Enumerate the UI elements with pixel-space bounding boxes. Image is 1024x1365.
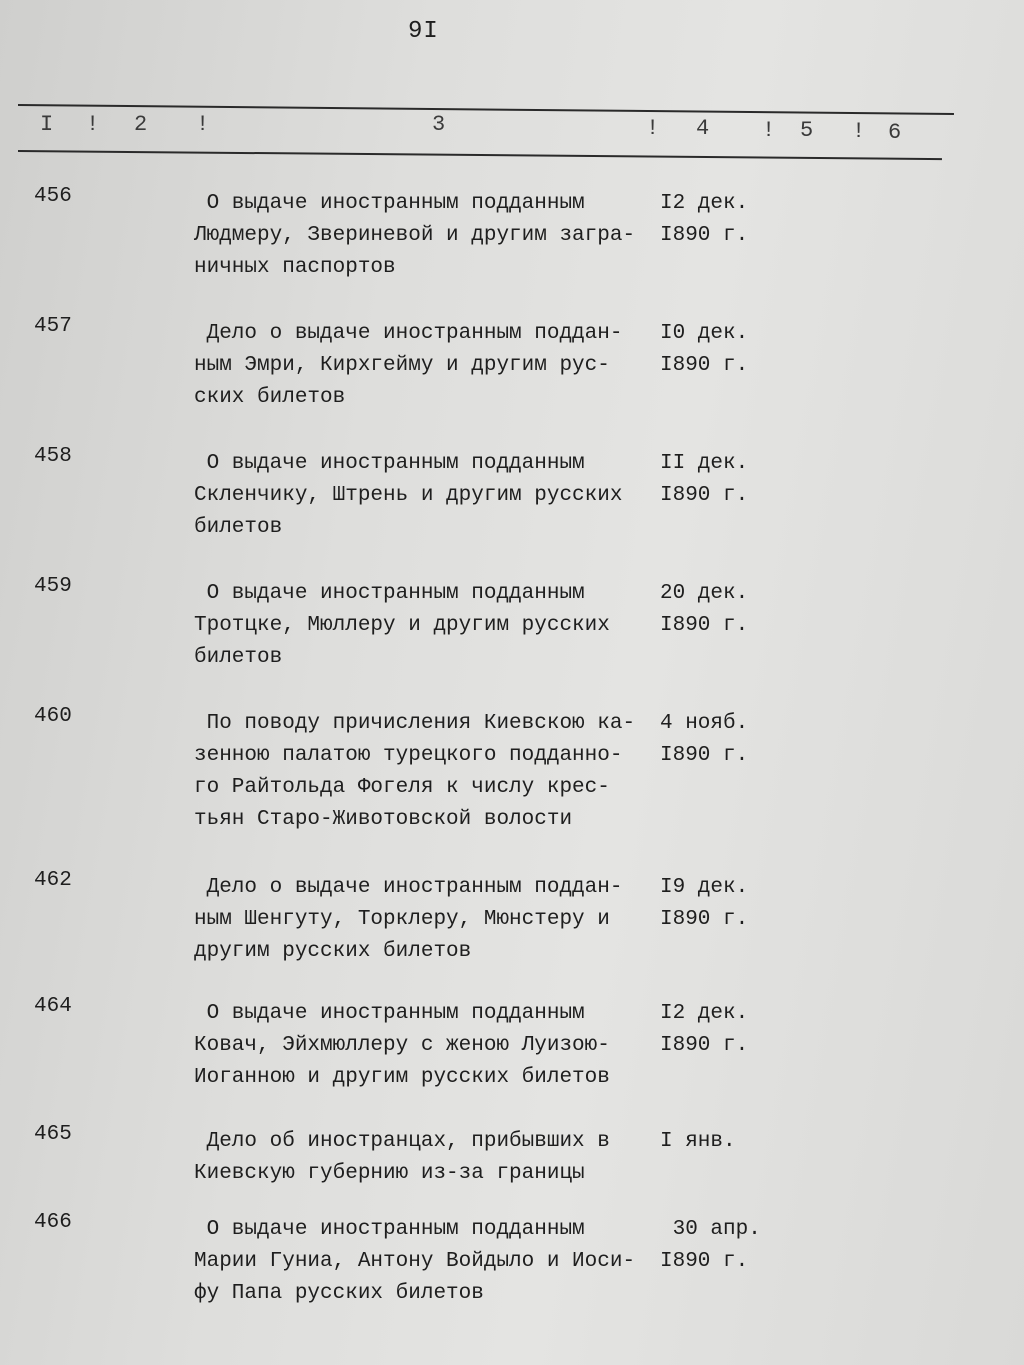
record-date-line: I890 г.: [660, 354, 749, 377]
record-title-line: О выдаче иностранным подданным: [194, 1218, 585, 1241]
record-title: [194, 448, 664, 544]
record-title-line: зенною палатою турецкого подданно-: [194, 744, 623, 767]
record-title-line: ным Эмри, Кирхгейму и другим рус-: [194, 354, 610, 377]
record-number: 458: [34, 445, 72, 468]
record-title-line: Дело об иностранцах, прибывших в: [194, 1130, 610, 1153]
record-title-line: ничных паспортов: [194, 256, 396, 279]
column-header: [0, 112, 1024, 146]
record-number: 466: [34, 1211, 72, 1234]
record-date-line: I890 г.: [660, 1034, 749, 1057]
record-title-line: билетов: [194, 646, 283, 669]
record-number: 457: [34, 315, 72, 338]
record-date-line: I2 дек.: [660, 192, 749, 215]
column-separator: !: [196, 112, 210, 137]
record-date: [660, 708, 748, 772]
record-date: [660, 578, 748, 642]
record-title-line: билетов: [194, 516, 283, 539]
record-date-line: 30 апр.: [660, 1218, 761, 1241]
record-date-line: I890 г.: [660, 614, 749, 637]
record-title-line: Иоганною и другим русских билетов: [194, 1066, 610, 1089]
record-date-line: I0 дек.: [660, 322, 749, 345]
record-title-line: О выдаче иностранным подданным: [194, 452, 585, 475]
record-date-line: I890 г.: [660, 908, 749, 931]
record-number: 459: [34, 575, 72, 598]
record-number: 462: [34, 869, 72, 892]
column-1-number: I: [40, 112, 54, 137]
record-title: [194, 318, 664, 414]
record-number: 465: [34, 1123, 72, 1146]
record-date-line: I890 г.: [660, 1250, 749, 1273]
record-date: [660, 188, 748, 252]
record-date-line: I890 г.: [660, 484, 749, 507]
column-separator: !: [646, 116, 660, 141]
record-title-line: Марии Гуниа, Антону Войдыло и Иоси-: [194, 1250, 636, 1273]
record-title: [194, 1126, 664, 1190]
record-date-line: I9 дек.: [660, 876, 749, 899]
record-title-line: По поводу причисления Киевскою ка-: [194, 712, 636, 735]
record-date: [660, 318, 748, 382]
column-separator: !: [852, 119, 866, 144]
record-date-line: I890 г.: [660, 224, 749, 247]
column-5-number: 5: [800, 118, 814, 143]
record-title: [194, 998, 664, 1094]
record-date: [660, 872, 748, 936]
record-title-line: Ковач, Эйхмюллеру с женою Луизою-: [194, 1034, 610, 1057]
record-title-line: Дело о выдаче иностранным поддан-: [194, 876, 623, 899]
record-title-line: ских билетов: [194, 386, 346, 409]
record-title-line: го Райтольда Фогеля к числу крес-: [194, 776, 610, 799]
record-title-line: Тротцке, Мюллеру и другим русских: [194, 614, 610, 637]
column-4-number: 4: [696, 116, 710, 141]
record-date-line: I2 дек.: [660, 1002, 749, 1025]
page-number: 9I: [408, 18, 439, 45]
record-date-line: I890 г.: [660, 744, 749, 767]
record-title-line: Скленчику, Штрень и другим русских: [194, 484, 623, 507]
record-title: [194, 578, 664, 674]
column-2-number: 2: [134, 112, 148, 137]
record-date-line: 4 нояб.: [660, 712, 749, 735]
record-title-line: Киевскую губернию из-за границы: [194, 1162, 585, 1185]
record-date: [660, 448, 748, 512]
column-separator: !: [762, 118, 776, 143]
record-title-line: О выдаче иностранным подданным: [194, 1002, 585, 1025]
record-title-line: фу Папа русских билетов: [194, 1282, 484, 1305]
column-separator: !: [86, 112, 100, 137]
record-title-line: тьян Старо-Животовской волости: [194, 808, 573, 831]
record-number: 460: [34, 705, 72, 728]
record-title-line: ным Шенгуту, Торклеру, Мюнстеру и: [194, 908, 610, 931]
record-title-line: О выдаче иностранным подданным: [194, 192, 585, 215]
record-date-line: II дек.: [660, 452, 749, 475]
record-date: [660, 1126, 736, 1158]
record-title: [194, 708, 664, 836]
header-bottom-rule: [18, 150, 942, 160]
column-6-number: 6: [888, 120, 902, 145]
record-date-line: 20 дек.: [660, 582, 749, 605]
record-title-line: О выдаче иностранным подданным: [194, 582, 585, 605]
record-date: [660, 1214, 761, 1278]
record-title: [194, 872, 664, 968]
record-title-line: Людмеру, Звериневой и другим загра-: [194, 224, 636, 247]
record-date: [660, 998, 748, 1062]
column-3-number: 3: [432, 112, 446, 137]
record-title-line: другим русских билетов: [194, 940, 472, 963]
record-date-line: I янв.: [660, 1130, 736, 1153]
record-number: 456: [34, 185, 72, 208]
record-title: [194, 1214, 664, 1310]
record-title: [194, 188, 664, 284]
record-number: 464: [34, 995, 72, 1018]
record-title-line: Дело о выдаче иностранным поддан-: [194, 322, 623, 345]
